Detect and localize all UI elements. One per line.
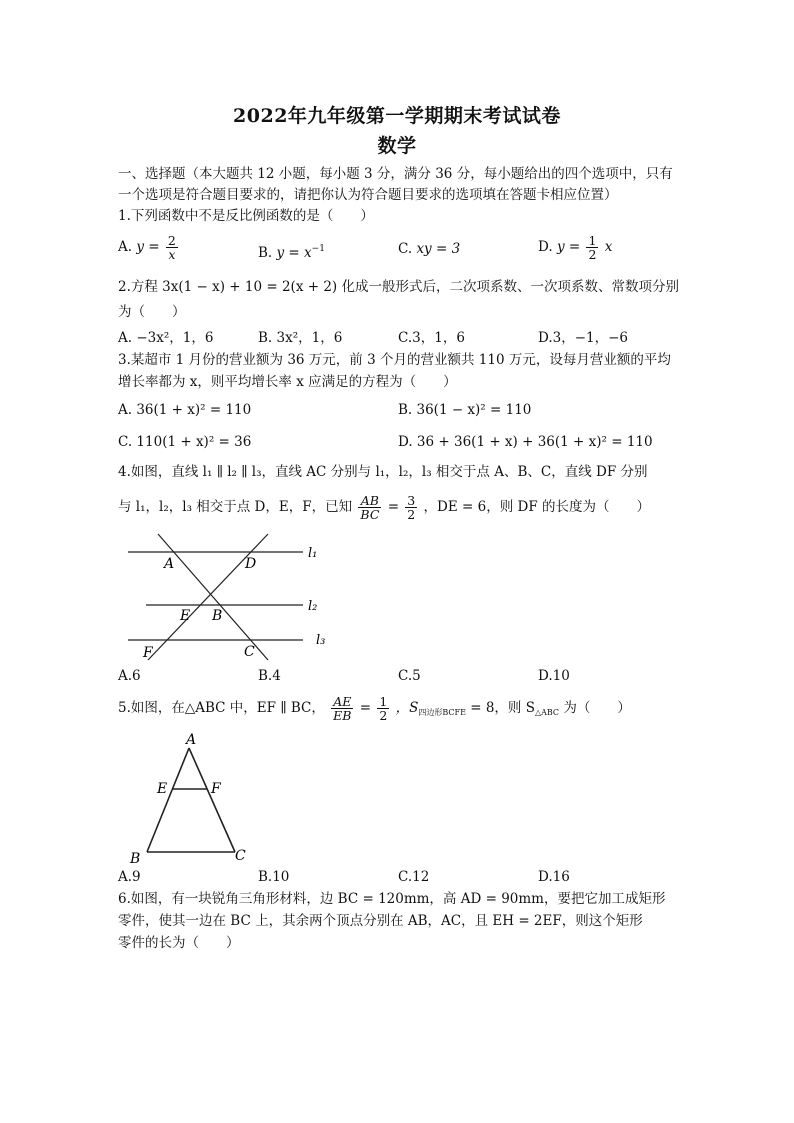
- q1-option-d[interactable]: [538, 234, 612, 261]
- q6-stem-line2: 零件，使其一边在 BC 上，其余两个顶点分别在 AB，AC，且 EH = 2EF，则这个矩形: [118, 913, 643, 929]
- q5-stem-sub: 四边形BCFE: [418, 708, 466, 717]
- q2-option-d[interactable]: D.3，−1，−6: [538, 330, 629, 346]
- q1-a-fraction: [166, 234, 178, 261]
- q5-side-ab: [147, 748, 189, 852]
- q4-ratio-den: BC: [360, 507, 380, 522]
- q1-option-a[interactable]: [118, 234, 180, 261]
- q1-a-expr: y =: [136, 239, 164, 255]
- q5-option-d[interactable]: D.16: [538, 869, 570, 885]
- section-intro-line1: 一、选择题（本大题共 12 小题，每小题 3 分，满分 36 分，每小题给出的四个选项中，只有: [118, 166, 673, 182]
- q3-option-a[interactable]: A. 36(1 + x)² = 110: [118, 402, 252, 418]
- q5-ratio-den: EB: [333, 708, 352, 723]
- q3-option-c[interactable]: C. 110(1 + x)² = 36: [118, 434, 252, 450]
- q5-value-num: 1: [379, 694, 388, 709]
- q1-d-den: 2: [588, 247, 597, 262]
- q4-ratio-fraction: [358, 494, 381, 521]
- q4-label-a: A: [164, 556, 175, 572]
- q2-option-a[interactable]: A. −3x²，1，6: [118, 330, 214, 346]
- q5-label-a: A: [186, 732, 197, 748]
- q4-option-c[interactable]: C.5: [398, 668, 421, 684]
- q5-ratio-num: AE: [331, 695, 353, 709]
- q1-d-tail: x: [604, 239, 613, 255]
- q1-option-c[interactable]: [398, 240, 460, 258]
- q1-a-den: x: [168, 247, 176, 262]
- q5-ratio-fraction: [331, 695, 353, 722]
- q3-stem-line2: 增长率都为 x，则平均增长率 x 应满足的方程为（ ）: [118, 374, 457, 390]
- q4-label-l2: l₂: [308, 599, 318, 614]
- q5-side-ac: [189, 748, 235, 852]
- q1-a-num: 2: [167, 233, 176, 248]
- q3-option-b[interactable]: B. 36(1 − x)² = 110: [398, 402, 532, 418]
- exam-title: 2022年九年级第一学期期末考试试卷: [233, 105, 561, 127]
- q1-d-num: 1: [588, 233, 597, 248]
- q4-option-b[interactable]: B.4: [258, 668, 281, 684]
- q4-option-a[interactable]: A.6: [118, 668, 141, 684]
- q1-d-label: D.: [538, 239, 553, 255]
- q3-stem-line1: 3.某超市 1 月份的营业额为 36 万元，前 3 个月的营业额共 110 万元，设每月营业额的平均: [118, 352, 671, 368]
- q3-option-d[interactable]: D. 36 + 36(1 + x) + 36(1 + x)² = 110: [398, 434, 653, 450]
- q5-equals: =: [359, 700, 372, 716]
- q2-option-b[interactable]: B. 3x²，1，6: [258, 330, 343, 346]
- exam-subject: 数学: [377, 135, 417, 157]
- q4-stem-line1: 4.如图，直线 l₁ ∥ l₂ ∥ l₃，直线 AC 分别与 l₁，l₂，l₃ 相交于点 A、B、C，直线 DF 分别: [118, 464, 648, 480]
- q5-stem: [118, 693, 631, 728]
- q5-stem-sub2: △ABC: [534, 708, 560, 717]
- q4-value-den: 2: [407, 507, 416, 522]
- q1-b-expr: y = x: [276, 245, 312, 261]
- q4-line-ac: [158, 534, 268, 660]
- q5-stem-mid: ，S: [395, 700, 419, 716]
- q4-value-fraction: [405, 494, 417, 521]
- q4-label-l1: l₁: [308, 546, 318, 561]
- q4-line-df: [148, 534, 268, 660]
- q4-label-e: E: [180, 608, 191, 624]
- q5-label-c: C: [235, 848, 246, 864]
- q4-label-b: B: [212, 608, 223, 624]
- q1-b-label: B.: [258, 245, 273, 261]
- q5-label-e: E: [157, 781, 168, 797]
- q4-label-c: C: [244, 644, 255, 660]
- section-intro-line2: 一个选项是符合题目要求的，请把你认为符合题目要求的选项填在答题卡相应位置）: [118, 187, 618, 203]
- q5-figure: [125, 730, 265, 868]
- q2-stem-line2: 为（ ）: [118, 304, 186, 320]
- q4-figure: [118, 530, 338, 665]
- q5-stem-pre: 5.如图，在△ABC 中，EF ∥ BC，: [118, 700, 325, 716]
- q2-option-c[interactable]: C.3，1，6: [398, 330, 465, 346]
- q1-d-expr: y =: [556, 239, 585, 255]
- q6-stem-line3: 零件的长为（ ）: [118, 935, 240, 951]
- q5-value-den: 2: [379, 708, 388, 723]
- q1-c-label: C.: [398, 241, 413, 257]
- q5-option-b[interactable]: B.10: [258, 869, 290, 885]
- q4-ratio-num: AB: [358, 494, 381, 508]
- q4-label-l3: l₃: [316, 633, 326, 648]
- q1-c-expr: xy = 3: [416, 241, 461, 257]
- q1-stem: 1.下列函数中不是反比例函数的是（ ）: [118, 208, 374, 224]
- q1-a-label: A.: [118, 239, 133, 255]
- q4-stem-post: ，DE = 6，则 DF 的长度为（ ）: [423, 499, 650, 515]
- q1-option-b[interactable]: [258, 240, 325, 262]
- q4-label-d: D: [245, 556, 257, 572]
- q1-b-sup: −1: [311, 244, 325, 254]
- q4-stem-pre: 与 l₁，l₂，l₃ 相交于点 D，E，F，已知: [118, 499, 353, 515]
- q4-equals: =: [387, 499, 399, 515]
- q5-option-c[interactable]: C.12: [398, 869, 430, 885]
- q4-stem-line2: [118, 492, 650, 522]
- q4-option-d[interactable]: D.10: [538, 668, 570, 684]
- q1-d-fraction: [586, 234, 598, 261]
- q5-stem-post: 为（ ）: [559, 700, 631, 716]
- q2-stem-line1: 2.方程 3x(1 − x) + 10 = 2(x + 2) 化成一般形式后，二次项系数、一次项系数、常数项分别: [118, 279, 679, 295]
- q5-label-f: F: [211, 781, 221, 797]
- q6-stem-line1: 6.如图，有一块锐角三角形材料，边 BC = 120mm，高 AD = 90mm，要把它加工成矩形: [118, 891, 666, 907]
- q4-value-num: 3: [407, 493, 416, 508]
- q4-label-f: F: [143, 645, 153, 661]
- q5-option-a[interactable]: A.9: [118, 869, 141, 885]
- q5-value-fraction: [377, 695, 389, 722]
- q5-label-b: B: [130, 851, 141, 867]
- q5-stem-mid2: = 8，则 S: [465, 700, 535, 716]
